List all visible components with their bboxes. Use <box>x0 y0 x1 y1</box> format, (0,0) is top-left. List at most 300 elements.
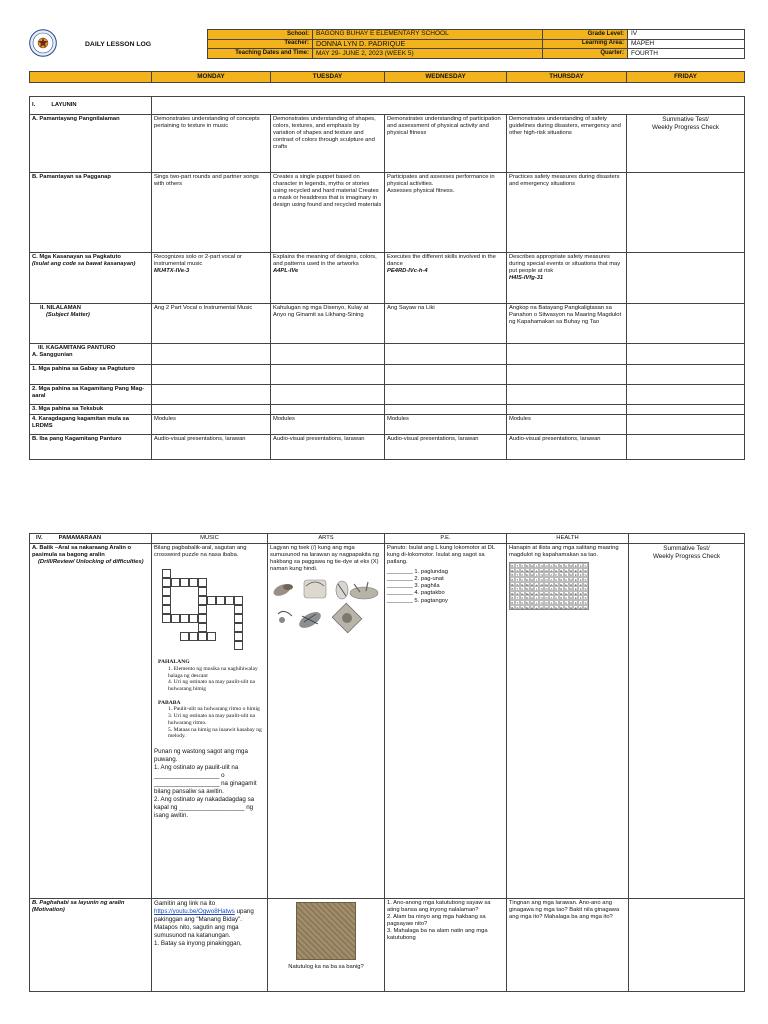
learning-competencies-note: (Isulat ang code sa bawat kasanayan) <box>32 261 136 268</box>
word-search-cell: D <box>545 605 548 610</box>
word-search-cell: A <box>550 591 553 596</box>
day-thursday: THURSDAY <box>507 72 627 83</box>
word-search-cell: A <box>550 582 553 587</box>
materials-label-cell <box>30 344 152 365</box>
word-search-cell: K <box>555 568 558 573</box>
word-search-cell: S <box>584 600 587 605</box>
word-search-cell: K <box>555 564 558 569</box>
learner-material-pages-label: 2. Mga pahina sa Kagamitang Pang Mag-aaral <box>30 385 152 405</box>
word-search-cell: S <box>584 596 587 601</box>
pe-item: ________ 3. paghila <box>387 583 440 590</box>
review-arts-cell <box>268 544 385 899</box>
word-search-cell: R <box>560 600 563 605</box>
word-search-cell: E <box>574 600 577 605</box>
ref-blank <box>152 405 271 415</box>
performance-standard-friday <box>627 173 745 253</box>
review-health-cell <box>507 544 629 899</box>
word-search-cell: M <box>525 600 529 605</box>
pababa-clue: 5. Mataas na himig na inaawit kasabay ng melody. <box>168 726 262 740</box>
ref-blank <box>627 385 745 405</box>
materials-label: III. KAGAMITANG PANTURO <box>38 345 116 351</box>
ref-blank <box>385 385 507 405</box>
procedure-table <box>29 533 745 992</box>
word-search-cell: A <box>565 573 568 578</box>
word-search-cell: S <box>584 568 587 573</box>
day-tuesday: TUESDAY <box>271 72 385 83</box>
pe-item: ________ 1. paglundag <box>387 569 448 576</box>
motivation-music-pre: Gamitin ang link na ito <box>154 900 216 908</box>
pababa-title: PABABA <box>158 699 181 706</box>
days-header-row <box>29 71 745 83</box>
word-search-cell: S <box>584 564 587 569</box>
subject-monday: Ang 2 Part Vocal o Instrumental Music <box>152 304 271 344</box>
day-friday: FRIDAY <box>627 72 745 83</box>
pababa-clue: 1. Paulit-ulit na hulwarang ritmo o himig <box>168 706 260 713</box>
pababa-clue: 3. Uri ng ostinato na may paulit-ulit na hulwarang ritmo. <box>168 713 255 726</box>
motivation-label: B. Paghahabi sa layunin ng aralin <box>32 900 125 907</box>
learning-competencies-label: C. Mga Kasanayan sa Pagkatuto <box>32 254 121 260</box>
word-search-cell: H <box>530 568 534 573</box>
motivation-health: Tingnan ang mga larawan. Ano-ano ang ginagawa ng mga tao? Bakit nila ginagawa ang mga ito? Mahalaga ba ang mga ito? <box>507 899 629 992</box>
procedure-heading: IV. PAMAMARAAN <box>30 534 152 544</box>
review-music-cell <box>152 544 268 899</box>
word-search-cell: E <box>574 573 577 578</box>
column-friday <box>629 534 745 544</box>
word-search-cell: K <box>555 577 558 582</box>
word-search-cell: A <box>565 582 568 587</box>
lrdms-friday <box>627 415 745 435</box>
word-search-cell: L <box>535 564 538 569</box>
other-materials-monday: Audio-visual presentations, larawan <box>152 435 271 460</box>
word-search-cell: N <box>540 568 543 573</box>
banig-mat-image <box>296 902 356 960</box>
word-search-cell: R <box>560 605 563 610</box>
performance-standard-thursday: Practices safety measures during disasters and emergency situations <box>507 173 627 253</box>
word-search-cell: B <box>511 587 514 592</box>
word-search-cell: A <box>550 573 553 578</box>
word-search-cell: O <box>569 568 573 573</box>
materials-blank <box>385 344 507 365</box>
ref-blank <box>271 365 385 385</box>
review-note: (Drill/Review/ Unlocking of difficulties) <box>38 559 144 566</box>
motivation-music-cell <box>152 899 268 992</box>
word-search-cell: A <box>565 568 568 573</box>
word-search-cell: L <box>535 591 538 596</box>
word-search-cell: D <box>545 596 548 601</box>
pahalang-title: PAHALANG <box>158 659 190 666</box>
word-search-cell: H <box>530 605 534 610</box>
word-search-cell: X <box>521 577 524 582</box>
word-search-cell: A <box>565 596 568 601</box>
word-search-cell: X <box>521 582 524 587</box>
word-search-cell: T <box>516 582 519 587</box>
teacher-guide-pages-label: 1. Mga pahina sa Gabay sa Pagtuturo <box>30 365 152 385</box>
teacher-value: DONNA LYN D. PADRIQUE <box>313 39 543 49</box>
word-search-cell: F <box>579 587 582 592</box>
performance-standard-tuesday: Creates a single puppet based on character in legends, myths or stories using recycled and hard material Creates a mask or headdress that is imaginary in design using found and recycled materials <box>271 173 385 253</box>
performance-standard-label: B. Pamantayan sa Pagganap <box>30 173 152 253</box>
word-search-cell: H <box>530 591 534 596</box>
other-materials-thursday: Audio-visual presentations, larawan <box>507 435 627 460</box>
competency-code: MU4TX-IVe-3 <box>154 268 190 275</box>
lrdms-monday: Modules <box>152 415 271 435</box>
other-materials-label: B. Iba pang Kagamitang Panturo <box>30 435 152 460</box>
word-search-cell: T <box>516 600 519 605</box>
content-standard-friday: Summative Test/ Weekly Progress Check <box>627 115 745 173</box>
ref-blank <box>271 405 385 415</box>
word-search-cell: H <box>530 582 534 587</box>
grade-label: Grade Level: <box>543 30 628 40</box>
content-standard-label: A. Pamantayang Pangnilalaman <box>30 115 152 173</box>
word-search-cell: E <box>574 605 577 610</box>
word-search-cell: A <box>550 564 553 569</box>
ref-blank <box>271 385 385 405</box>
days-blank-cell <box>30 72 152 83</box>
word-search-cell: F <box>579 582 582 587</box>
ref-blank <box>152 385 271 405</box>
school-label: School: <box>208 30 313 40</box>
word-search-cell: S <box>584 582 587 587</box>
word-search-cell: M <box>525 564 529 569</box>
review-label: A. Balik –Aral sa nakaraang Aralin o pasimula sa bagong aralin <box>32 545 132 559</box>
tie-dye-step-images <box>270 576 382 637</box>
review-pe-cell <box>385 544 507 899</box>
word-search-cell: F <box>579 600 582 605</box>
word-search-cell: N <box>540 605 543 610</box>
pe-item: ________ 2. pag-unat <box>387 576 444 583</box>
word-search-cell: B <box>511 600 514 605</box>
youtube-link[interactable]: https://youtu.be/Ogwo8Hatws <box>154 908 235 916</box>
word-search-cell: N <box>540 596 543 601</box>
competency-thursday <box>507 253 627 304</box>
word-search-cell: X <box>521 600 524 605</box>
review-music-fill: Punan ng wastong sagot ang mga puwang. 1. Ang ostinato ay paulit-ulit na ___________________ o ___________________ na ginagamit bilang pansaliw sa awitin. 2. Ang ostinato ay nakadadagdag sa kapal ng ___________________ ng isang awitin. <box>154 747 257 820</box>
word-search-cell: M <box>525 591 529 596</box>
word-search-cell: M <box>525 605 529 610</box>
objectives-table <box>29 96 745 460</box>
word-search-cell: T <box>516 573 519 578</box>
subject-matter-label-cell <box>30 304 152 344</box>
word-search-cell: H <box>530 596 534 601</box>
word-search-cell: N <box>540 582 543 587</box>
word-search-cell: O <box>569 582 573 587</box>
word-search-cell: F <box>579 577 582 582</box>
word-search-cell: S <box>584 591 587 596</box>
subject-matter-label: II. NILALAMAN <box>40 305 81 311</box>
deped-seal-logo <box>29 29 57 57</box>
content-standard-thursday: Demonstrates understanding of safety guidelines during disasters, emergency and other high-risk situations <box>507 115 627 173</box>
word-search-cell: L <box>535 577 538 582</box>
day-monday: MONDAY <box>152 72 271 83</box>
word-search-cell: H <box>530 577 534 582</box>
teacher-label: Teacher: <box>208 39 313 49</box>
word-search-cell: X <box>521 605 524 610</box>
word-search-cell: R <box>560 568 563 573</box>
word-search-cell: B <box>511 605 514 610</box>
crossword-clues <box>154 659 265 740</box>
word-search-cell: R <box>560 591 563 596</box>
word-search-cell: H <box>530 600 534 605</box>
word-search-cell: R <box>560 564 563 569</box>
word-search-cell: O <box>569 596 573 601</box>
document-title: DAILY LESSON LOG <box>85 41 152 48</box>
dates-label: Teaching Dates and Time: <box>208 49 313 59</box>
word-search-cell: X <box>521 573 524 578</box>
materials-blank <box>152 344 271 365</box>
content-standard-tuesday: Demonstrates understanding of shapes, colors, textures, and emphasis by variation of shapes and texture and contrast of colors through sculpture and crafts <box>271 115 385 173</box>
other-materials-tuesday: Audio-visual presentations, larawan <box>271 435 385 460</box>
word-search-cell: O <box>569 573 573 578</box>
word-search-cell: O <box>569 564 573 569</box>
word-search-cell: D <box>545 600 548 605</box>
word-search-cell: F <box>579 596 582 601</box>
learning-competencies-label-cell <box>30 253 152 304</box>
word-search-cell: E <box>574 577 577 582</box>
word-search-cell: B <box>511 577 514 582</box>
word-search-cell: E <box>574 582 577 587</box>
word-search-cell: A <box>550 587 553 592</box>
word-search-cell: L <box>535 587 538 592</box>
word-search-cell: F <box>579 564 582 569</box>
word-search-cell: M <box>525 573 529 578</box>
word-search-cell: D <box>545 582 548 587</box>
word-search-cell: K <box>555 573 558 578</box>
word-search-cell: N <box>540 591 543 596</box>
word-search-cell: A <box>550 577 553 582</box>
word-search-cell: A <box>565 591 568 596</box>
ref-blank <box>385 365 507 385</box>
word-search-cell: R <box>560 577 563 582</box>
review-pe-intro: Panuto: Isulat ang L kung lokomotor at DL kung di-lokomotor. Isulat ang sagot sa patlang. <box>387 545 495 566</box>
word-search-cell: K <box>555 591 558 596</box>
ref-blank <box>385 405 507 415</box>
quarter-value: FOURTH <box>628 49 745 59</box>
word-search-cell: E <box>574 596 577 601</box>
ref-blank <box>507 365 627 385</box>
competency-code: PE4RD-IVc-h-4 <box>387 268 428 275</box>
word-search-cell: X <box>521 568 524 573</box>
word-search-cell: K <box>555 596 558 601</box>
motivation-arts-text: Natutulog ka na ba sa banig? <box>288 964 364 971</box>
competency-code: A4PL-IVe <box>273 268 299 275</box>
word-search-cell: M <box>525 577 529 582</box>
review-arts-text: Lagyan ng tsek (/) kung ang mga sumusunod na larawan ay nagpapakita ng hakbang sa paggawa ng tie-dye at eks (X) naman kung hindi. <box>270 545 379 573</box>
word-search-cell: E <box>574 568 577 573</box>
word-search-cell: S <box>584 587 587 592</box>
motivation-note: (Motivation) <box>32 907 65 914</box>
word-search-cell: E <box>574 564 577 569</box>
competency-text: Recognizes solo or 2-part vocal or instrumental music <box>154 254 242 268</box>
word-search-cell: L <box>535 605 538 610</box>
word-search-cell: D <box>545 564 548 569</box>
competency-text: Describes appropriate safety measures during special events or situations that may put people at risk <box>509 254 621 275</box>
word-search-cell: O <box>569 587 573 592</box>
word-search-cell: K <box>555 605 558 610</box>
word-search-cell: T <box>516 591 519 596</box>
word-search-cell: L <box>535 600 538 605</box>
review-health-text: Hanapin at ilista ang mga salitang maaring magdulot ng kapahamakan sa tao. <box>509 545 619 559</box>
word-search-grid <box>509 562 589 610</box>
word-search-cell: B <box>511 596 514 601</box>
word-search-cell: A <box>550 600 553 605</box>
school-value: BAGONG BUHAY E ELEMENTARY SCHOOL <box>313 30 543 40</box>
content-standard-wednesday: Demonstrates understanding of participation and assessment of physical activity and physical fitness <box>385 115 507 173</box>
word-search-cell: O <box>569 591 573 596</box>
performance-standard-wednesday: Participates and assesses performance in physical activities. Assesses physical fitness. <box>385 173 507 253</box>
word-search-cell: M <box>525 568 529 573</box>
review-friday: Summative Test/ Weekly Progress Check <box>629 544 745 899</box>
lrdms-thursday: Modules <box>507 415 627 435</box>
word-search-cell: T <box>516 568 519 573</box>
lrdms-tuesday: Modules <box>271 415 385 435</box>
word-search-cell: O <box>569 605 573 610</box>
word-search-cell: B <box>511 591 514 596</box>
column-music: MUSIC <box>152 534 268 544</box>
word-search-cell: N <box>540 564 543 569</box>
word-search-cell: X <box>521 596 524 601</box>
area-label: Learning Area: <box>543 39 628 49</box>
ref-blank <box>507 385 627 405</box>
word-search-cell: K <box>555 587 558 592</box>
word-search-cell: R <box>560 596 563 601</box>
textbook-pages-label: 3. Mga pahina sa Teksbuk <box>30 405 152 415</box>
competency-code: H4IS-IVfg-31 <box>509 275 544 282</box>
word-search-cell: B <box>511 582 514 587</box>
word-search-cell: D <box>545 587 548 592</box>
motivation-friday <box>629 899 745 992</box>
materials-blank <box>507 344 627 365</box>
word-search-cell: A <box>565 564 568 569</box>
competency-wednesday <box>385 253 507 304</box>
word-search-cell: O <box>569 577 573 582</box>
column-pe: P.E. <box>385 534 507 544</box>
ref-blank <box>627 365 745 385</box>
layunin-blank <box>152 97 745 115</box>
word-search-cell: T <box>516 577 519 582</box>
subject-wednesday: Ang Sayaw na Liki <box>385 304 507 344</box>
word-search-cell: F <box>579 568 582 573</box>
word-search-cell: B <box>511 573 514 578</box>
word-search-cell: A <box>565 605 568 610</box>
competency-text: Executes the different skills involved in the dance <box>387 254 496 268</box>
competency-tuesday <box>271 253 385 304</box>
word-search-cell: E <box>574 587 577 592</box>
word-search-cell: M <box>525 587 529 592</box>
content-standard-monday: Demonstrates understanding of concepts pertaining to texture in music <box>152 115 271 173</box>
subject-matter-note: (Subject Matter) <box>46 312 90 319</box>
materials-blank <box>627 344 745 365</box>
word-search-cell: N <box>540 587 543 592</box>
dates-value: MAY 29- JUNE 2, 2023 (WEEK 5) <box>313 49 543 59</box>
pe-items-list <box>387 569 504 604</box>
word-search-cell: R <box>560 573 563 578</box>
ref-blank <box>152 365 271 385</box>
word-search-cell: N <box>540 577 543 582</box>
grade-value: IV <box>628 30 745 40</box>
word-search-cell: B <box>511 568 514 573</box>
word-search-cell: D <box>545 568 548 573</box>
word-search-cell: L <box>535 573 538 578</box>
column-health: HEALTH <box>507 534 629 544</box>
word-search-cell: D <box>545 591 548 596</box>
word-search-cell: M <box>525 596 529 601</box>
references-label: A. Sanggunian <box>32 352 73 359</box>
word-search-cell: H <box>530 573 534 578</box>
word-search-cell: D <box>545 577 548 582</box>
word-search-cell: S <box>584 573 587 578</box>
other-materials-wednesday: Audio-visual presentations, larawan <box>385 435 507 460</box>
word-search-cell: K <box>555 600 558 605</box>
crossword-grid <box>154 567 265 655</box>
quarter-label: Quarter: <box>543 49 628 59</box>
review-label-cell <box>30 544 152 899</box>
ref-blank <box>507 405 627 415</box>
pahalang-clue: 4. Uri ng ostinato na may paulit-ulit na hulwarang himig <box>168 679 255 692</box>
review-music-intro: Bilang pagbabalik-aral, sagutan ang crossword puzzle na nasa ibaba. <box>154 545 247 559</box>
lrdms-label: 4. Karagdagang kagamitan mula sa LRDMS <box>30 415 152 435</box>
word-search-cell: O <box>569 600 573 605</box>
motivation-arts-cell <box>268 899 385 992</box>
word-search-cell: T <box>516 564 519 569</box>
word-search-cell: H <box>530 587 534 592</box>
word-search-cell: A <box>550 568 553 573</box>
word-search-cell: S <box>584 577 587 582</box>
subject-thursday: Angkop na Batayang Pangkaligtasan sa Panahon o Sitwasyon na Maaring Magdulot ng Kapahamakan sa Buhay ng Tao <box>507 304 627 344</box>
ref-blank <box>627 405 745 415</box>
layunin-heading: I. LAYUNIN <box>30 97 152 115</box>
word-search-cell: E <box>574 591 577 596</box>
word-search-cell: L <box>535 568 538 573</box>
word-search-cell: F <box>579 591 582 596</box>
column-arts: ARTS <box>268 534 385 544</box>
competency-friday <box>627 253 745 304</box>
word-search-cell: M <box>525 582 529 587</box>
word-search-cell: K <box>555 582 558 587</box>
lrdms-wednesday: Modules <box>385 415 507 435</box>
motivation-label-cell <box>30 899 152 992</box>
word-search-cell: T <box>516 596 519 601</box>
word-search-cell: R <box>560 582 563 587</box>
performance-standard-monday: Sings two-part rounds and partner songs with others <box>152 173 271 253</box>
pe-item: ________ 5. pagtangoy <box>387 597 448 604</box>
word-search-cell: A <box>550 596 553 601</box>
word-search-cell: F <box>579 605 582 610</box>
word-search-cell: S <box>584 605 587 610</box>
competency-text: Explains the meaning of designs, colors, and patterns used in the artworks <box>273 254 377 268</box>
word-search-cell: N <box>540 600 543 605</box>
word-search-cell: X <box>521 591 524 596</box>
word-search-cell: X <box>521 587 524 592</box>
header-info-table <box>207 29 745 59</box>
subject-tuesday: Kahulugan ng mga Disenyo, Kulay at Anyo ng Ginamit sa Likhang-Sining <box>271 304 385 344</box>
word-search-cell: L <box>535 582 538 587</box>
word-search-cell: T <box>516 605 519 610</box>
competency-monday <box>152 253 271 304</box>
word-search-cell: A <box>565 600 568 605</box>
materials-blank <box>271 344 385 365</box>
word-search-cell: D <box>545 573 548 578</box>
word-search-cell: A <box>565 587 568 592</box>
motivation-music-post: upang pakinggan ang "Manang Biday". Matapos nito, sagutin ang mga sumusunod na katanungan. 1. Batay sa inyong pinakinggan, <box>154 908 254 948</box>
word-search-cell: T <box>516 587 519 592</box>
word-search-cell: L <box>535 596 538 601</box>
word-search-cell: X <box>521 564 524 569</box>
pe-item: ________ 4. pagtakbo <box>387 590 445 597</box>
area-value: MAPEH <box>628 39 745 49</box>
word-search-cell: B <box>511 564 514 569</box>
word-search-cell: A <box>550 605 553 610</box>
other-materials-friday <box>627 435 745 460</box>
